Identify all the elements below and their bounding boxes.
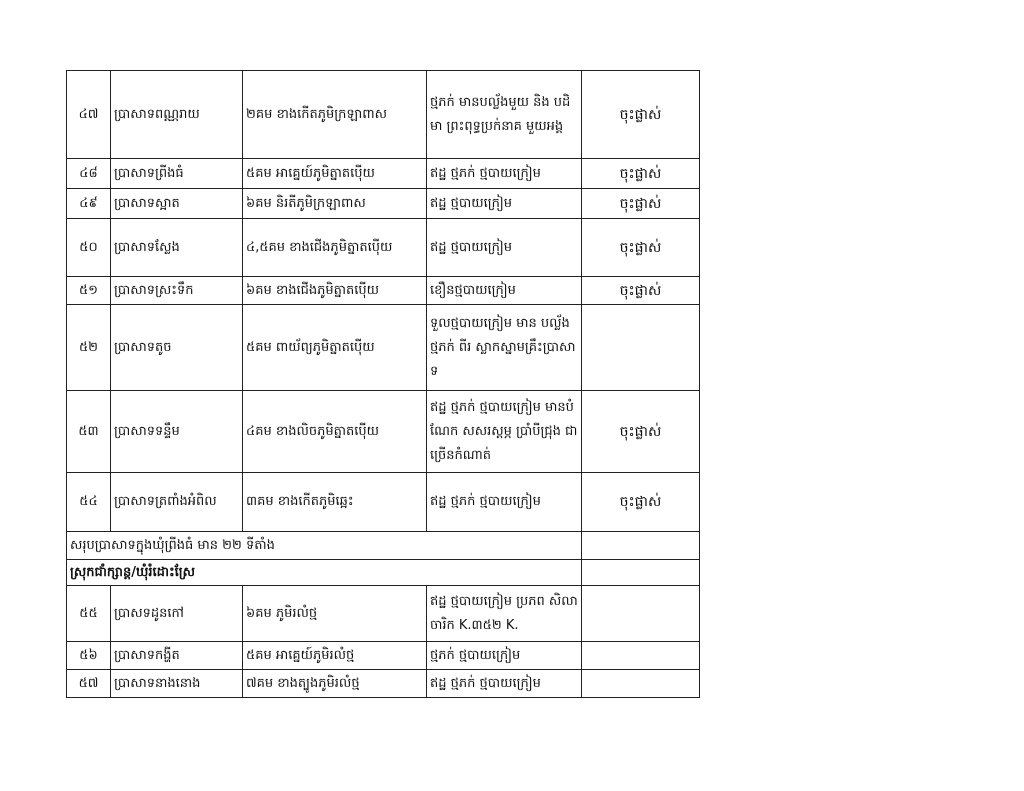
temple-location: ៤,៥គម ខាងជើងភូមិត្នាតប៉ើយ bbox=[243, 219, 427, 277]
temple-location: ៦គម ខាងជើងភូមិត្នាតប៉ើយ bbox=[243, 277, 427, 305]
table-row bbox=[67, 71, 700, 159]
registration-status bbox=[582, 670, 700, 698]
temple-description: ឥដ្ឋ ថ្មបាយក្រៀម bbox=[427, 189, 582, 219]
temple-location: ៦គម ភូមិរលំថ្ម bbox=[243, 586, 427, 642]
table-body bbox=[67, 71, 700, 698]
temple-table bbox=[66, 70, 700, 698]
table-row bbox=[67, 670, 700, 698]
section-empty-cell bbox=[582, 560, 700, 586]
temple-description: ឥដ្ឋ ថ្មបាយក្រៀម bbox=[427, 219, 582, 277]
temple-description: ឥដ្ឋ ថ្មភក់ ថ្មបាយក្រៀម bbox=[427, 670, 582, 698]
section-row bbox=[67, 560, 700, 586]
temple-name: ប្រាសទដូនកៅ bbox=[111, 586, 243, 642]
temple-name: ប្រាសាទស្រះទឹក bbox=[111, 277, 243, 305]
registration-status: ចុះផ្លាស់ bbox=[582, 159, 700, 189]
temple-name: ប្រាសាទត្រពាំងអំពិល bbox=[111, 473, 243, 532]
temple-name: ប្រាសាទតូច bbox=[111, 305, 243, 391]
temple-name: ប្រាសាទនាងនោង bbox=[111, 670, 243, 698]
table-row bbox=[67, 219, 700, 277]
temple-description: ឥដ្ឋ ថ្មបាយក្រៀម ប្រភព សិលាចារិក K.៣៥២ K. bbox=[427, 586, 582, 642]
temple-name: ប្រាសាទកង្ហីត bbox=[111, 642, 243, 670]
temple-description: ឥដ្ឋ ថ្មភក់ ថ្មបាយក្រៀម bbox=[427, 159, 582, 189]
registration-status bbox=[582, 642, 700, 670]
row-number: ៥៥ bbox=[67, 586, 111, 642]
registration-status: ចុះផ្លាស់ bbox=[582, 277, 700, 305]
registration-status: ចុះផ្លាស់ bbox=[582, 391, 700, 473]
summary-text: សរុបប្រាសាទក្នុងឃុំព្រីងធំ មាន ២២ ទីតាំង bbox=[67, 532, 582, 560]
temple-name: ប្រាសាទពណ្ណរាយ bbox=[111, 71, 243, 159]
registration-status: ចុះផ្លាស់ bbox=[582, 473, 700, 532]
temple-description: ឥដ្ឋ ថ្មភក់ ថ្មបាយក្រៀម bbox=[427, 473, 582, 532]
temple-description: ខឿនថ្មបាយក្រៀម bbox=[427, 277, 582, 305]
temple-location: ២គម ខាងកើតភូមិក្រឡាពាស bbox=[243, 71, 427, 159]
temple-description: ទួលថ្មបាយក្រៀម មាន បល្ល័ងថ្មភក់ ពីរ ស្លាកស្នាមគ្រឹះប្រាសាទ bbox=[427, 305, 582, 391]
temple-description: ថ្មភក់ មានបល្ល័ងមួយ និង បដិមា ព្រះពុទ្ធប្រក់នាគ មួយអង្គ bbox=[427, 71, 582, 159]
registration-status bbox=[582, 305, 700, 391]
row-number: ៤៨ bbox=[67, 159, 111, 189]
table-row bbox=[67, 473, 700, 532]
registration-status: ចុះផ្លាស់ bbox=[582, 189, 700, 219]
row-number: ៥៣ bbox=[67, 391, 111, 473]
row-number: ៤៩ bbox=[67, 189, 111, 219]
temple-location: ៥គម អាគ្នេយ៍ភូមិរលំថ្ម bbox=[243, 642, 427, 670]
table-row bbox=[67, 391, 700, 473]
table-row bbox=[67, 189, 700, 219]
table-row bbox=[67, 586, 700, 642]
temple-name: ប្រាសាទស្អាត bbox=[111, 189, 243, 219]
table-row bbox=[67, 277, 700, 305]
table-row bbox=[67, 305, 700, 391]
table-row bbox=[67, 642, 700, 670]
registration-status: ចុះផ្លាស់ bbox=[582, 71, 700, 159]
temple-name: ប្រាសាទព្រីងធំ bbox=[111, 159, 243, 189]
temple-location: ៥គម អាគ្នេយ៍ភូមិត្នាតប៉ើយ bbox=[243, 159, 427, 189]
registration-status bbox=[582, 586, 700, 642]
summary-empty-cell bbox=[582, 532, 700, 560]
temple-name: ប្រាសាទទន្ទឹម bbox=[111, 391, 243, 473]
temple-location: ៦គម និរតីភូមិក្រឡាពាស bbox=[243, 189, 427, 219]
temple-location: ៧គម ខាងត្បូងភូមិរលំថ្ម bbox=[243, 670, 427, 698]
summary-row bbox=[67, 532, 700, 560]
temple-location: ៥គម ពាយ័ព្យភូមិត្នាតប៉ើយ bbox=[243, 305, 427, 391]
temple-description: ថ្មភក់ ថ្មបាយក្រៀម bbox=[427, 642, 582, 670]
row-number: ៥៧ bbox=[67, 670, 111, 698]
section-title: ស្រុកជាំក្សាន្ត/ឃុំរំដោះស្រែ bbox=[67, 560, 582, 586]
row-number: ៥០ bbox=[67, 219, 111, 277]
row-number: ៥១ bbox=[67, 277, 111, 305]
row-number: ៤៧ bbox=[67, 71, 111, 159]
temple-location: ៣គម ខាងកើតភូមិឆ្អេះ bbox=[243, 473, 427, 532]
row-number: ៥២ bbox=[67, 305, 111, 391]
row-number: ៥៦ bbox=[67, 642, 111, 670]
temple-description: ឥដ្ឋ ថ្មភក់ ថ្មបាយក្រៀម មានបំណែក សសរស្តម្ភ ប្រាំបីជ្រុង ជាច្រើនកំណាត់ bbox=[427, 391, 582, 473]
temple-location: ៤គម ខាងលិចភូមិត្នាតប៉ើយ bbox=[243, 391, 427, 473]
table-row bbox=[67, 159, 700, 189]
row-number: ៥៤ bbox=[67, 473, 111, 532]
registration-status: ចុះផ្លាស់ bbox=[582, 219, 700, 277]
temple-name: ប្រាសាទស្លែង bbox=[111, 219, 243, 277]
